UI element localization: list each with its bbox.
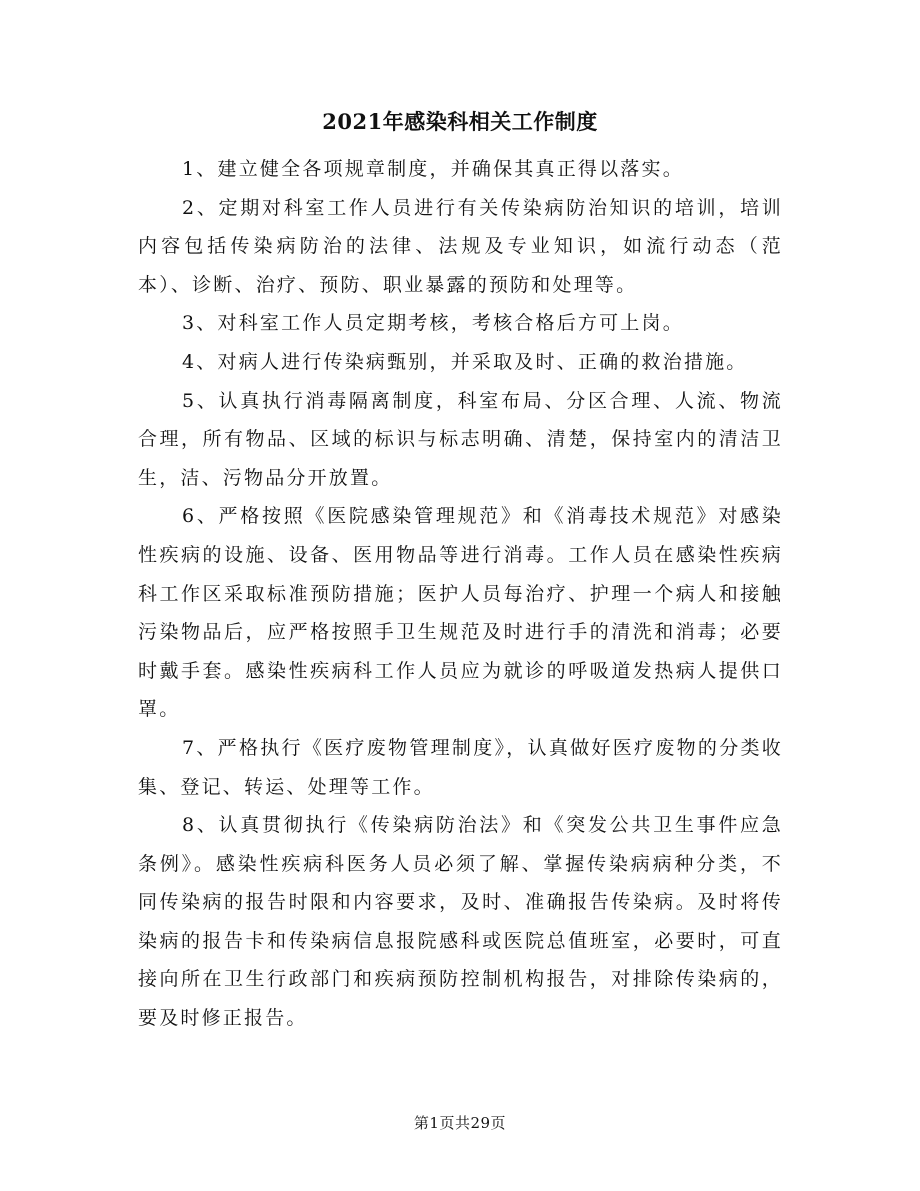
- paragraph-6: 6、严格按照《医院感染管理规范》和《消毒技术规范》对感染性疾病的设施、设备、医用物品等进行消毒。工作人员在感染性疾病科工作区采取标准预防措施；医护人员每治疗、护理一个病人和接触污染物品后，应严格按照手卫生规范及时进行手的清洗和消毒；必要时戴手套。感染性疾病科工作人员应为就诊的呼吸道发热病人提供口罩。: [138, 505, 783, 721]
- paragraph-5: 5、认真执行消毒隔离制度，科室布局、分区合理、人流、物流合理，所有物品、区域的标识与标志明确、清楚，保持室内的清洁卫生，洁、污物品分开放置。: [138, 389, 783, 489]
- paragraph-4: 4、对病人进行传染病甄别，并采取及时、正确的救治措施。: [182, 350, 748, 373]
- paragraph-3: 3、对科室工作人员定期考核，考核合格后方可上岗。: [182, 312, 684, 335]
- document-title: 2021年感染科相关工作制度: [322, 109, 598, 134]
- paragraph-7: 7、严格执行《医疗废物管理制度》，认真做好医疗废物的分类收集、登记、转运、处理等工作。: [138, 736, 783, 798]
- paragraph-8: 8、认真贯彻执行《传染病防治法》和《突发公共卫生事件应急条例》。感染性疾病科医务人员必须了解、掌握传染病病种分类，不同传染病的报告时限和内容要求，及时、准确报告传染病。及时将传染病的报告卡和传染病信息报院感科或医院总值班室，必要时，可直接向所在卫生行政部门和疾病预防控制机构报告，对排除传染病的，要及时修正报告。: [138, 814, 783, 1030]
- paragraph-2: 2、定期对科室工作人员进行有关传染病防治知识的培训，培训内容包括传染病防治的法律、法规及专业知识，如流行动态（范本）、诊断、治疗、预防、职业暴露的预防和处理等。: [138, 196, 783, 296]
- document-body: [138, 150, 783, 1038]
- page-number-footer: 第1页共29页: [413, 1114, 507, 1132]
- paragraph-1: 1、建立健全各项规章制度，并确保其真正得以落实。: [182, 158, 684, 180]
